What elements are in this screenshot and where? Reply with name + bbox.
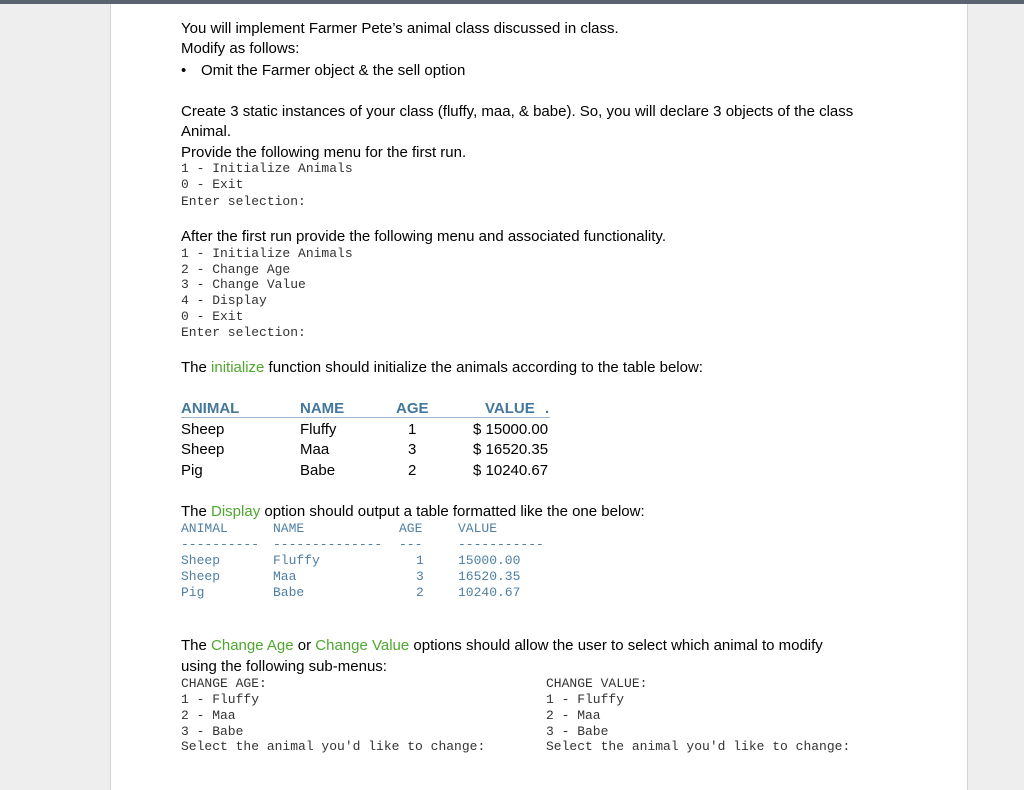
cell-name: Babe xyxy=(300,462,336,479)
table-header-age: AGE xyxy=(396,400,429,417)
second-menu-line: 4 - Display xyxy=(181,293,267,308)
change-age-line: 1 - Fluffy xyxy=(181,692,260,707)
display-cell-value: 15000.00 xyxy=(458,553,521,568)
document-page xyxy=(110,4,968,790)
change-value-line: 3 - Babe xyxy=(546,724,609,739)
display-cell-name: Maa xyxy=(273,569,297,584)
change-age-line: 3 - Babe xyxy=(181,724,244,739)
bullet-dot-icon: • xyxy=(181,62,187,79)
sentence-text: or xyxy=(293,637,316,654)
change-value-line: Select the animal you'd like to change: xyxy=(546,739,851,754)
display-cell-age: 2 xyxy=(416,585,424,600)
initialize-sentence xyxy=(181,358,703,378)
display-dash-animal: ---------- xyxy=(181,537,260,552)
change-value-line: CHANGE VALUE: xyxy=(546,676,648,691)
second-menu-line: 2 - Change Age xyxy=(181,262,291,277)
display-header-name: NAME xyxy=(273,521,305,536)
intro-line-2: Modify as follows: xyxy=(181,40,300,57)
change-age-line: Select the animal you'd like to change: xyxy=(181,739,486,754)
first-menu-line: Enter selection: xyxy=(181,194,306,209)
cell-animal: Sheep xyxy=(181,421,225,438)
display-cell-name: Babe xyxy=(273,585,305,600)
cell-animal: Sheep xyxy=(181,441,225,458)
table-header-name: NAME xyxy=(300,400,345,417)
cell-name: Maa xyxy=(300,441,330,458)
cell-value: $ 16520.35 xyxy=(473,441,549,458)
display-cell-value: 16520.35 xyxy=(458,569,521,584)
cell-value: $ 10240.67 xyxy=(473,462,549,479)
sentence-text: option should output a table formatted like the one below: xyxy=(260,503,645,520)
first-menu-line: 1 - Initialize Animals xyxy=(181,161,353,176)
table-header-value: VALUE xyxy=(485,400,535,417)
display-header-value: VALUE xyxy=(458,521,498,536)
change-sentence xyxy=(181,636,823,656)
change-sentence-line-2: using the following sub-menus: xyxy=(181,658,387,675)
first-menu-line: 0 - Exit xyxy=(181,177,244,192)
keyword-display: Display xyxy=(211,503,261,520)
change-value-line: 2 - Maa xyxy=(546,708,601,723)
second-menu-line: Enter selection: xyxy=(181,325,306,340)
change-value-line: 1 - Fluffy xyxy=(546,692,625,707)
table-header-dot: . xyxy=(545,400,550,417)
table-header-animal: ANIMAL xyxy=(181,400,240,417)
display-cell-value: 10240.67 xyxy=(458,585,521,600)
second-menu-line: 1 - Initialize Animals xyxy=(181,246,353,261)
display-dash-name: -------------- xyxy=(273,537,383,552)
change-age-line: 2 - Maa xyxy=(181,708,236,723)
keyword-change-age: Change Age xyxy=(211,637,294,654)
sentence-text: The xyxy=(181,503,212,520)
intro-bullet-text: Omit the Farmer object & the sell option xyxy=(201,62,466,79)
display-cell-name: Fluffy xyxy=(273,553,320,568)
display-dash-age: --- xyxy=(399,537,423,552)
display-sentence xyxy=(181,502,645,522)
cell-name: Fluffy xyxy=(300,421,337,438)
static-line-2: Animal. xyxy=(181,123,232,140)
cell-animal: Pig xyxy=(181,462,203,479)
display-dash-value: ----------- xyxy=(458,537,544,552)
static-line-1: Create 3 static instances of your class (fluffy, maa, & babe). So, you will declare 3 objects of the class xyxy=(181,103,854,120)
display-header-animal: ANIMAL xyxy=(181,521,228,536)
sentence-text: options should allow the user to select which animal to modify xyxy=(409,637,823,654)
cell-age: 1 xyxy=(408,421,417,438)
change-age-line: CHANGE AGE: xyxy=(181,676,267,691)
static-line-3: Provide the following menu for the first run. xyxy=(181,144,467,161)
cell-value: $ 15000.00 xyxy=(473,421,549,438)
cell-age: 3 xyxy=(408,441,417,458)
table-header-underline xyxy=(181,417,550,418)
display-header-age: AGE xyxy=(399,521,423,536)
sentence-text: The xyxy=(181,637,212,654)
cell-age: 2 xyxy=(408,462,417,479)
display-cell-age: 3 xyxy=(416,569,424,584)
keyword-initialize: initialize xyxy=(211,359,265,376)
second-menu-line: 0 - Exit xyxy=(181,309,244,324)
display-cell-animal: Sheep xyxy=(181,553,221,568)
display-cell-animal: Pig xyxy=(181,585,205,600)
display-cell-age: 1 xyxy=(416,553,424,568)
after-first-run-line: After the first run provide the following menu and associated functionality. xyxy=(181,228,666,245)
sentence-text: function should initialize the animals according to the table below: xyxy=(264,359,703,376)
sentence-text: The xyxy=(181,359,212,376)
display-cell-animal: Sheep xyxy=(181,569,221,584)
keyword-change-value: Change Value xyxy=(315,637,410,654)
second-menu-line: 3 - Change Value xyxy=(181,277,306,292)
intro-line-1: You will implement Farmer Pete’s animal class discussed in class. xyxy=(181,20,619,37)
